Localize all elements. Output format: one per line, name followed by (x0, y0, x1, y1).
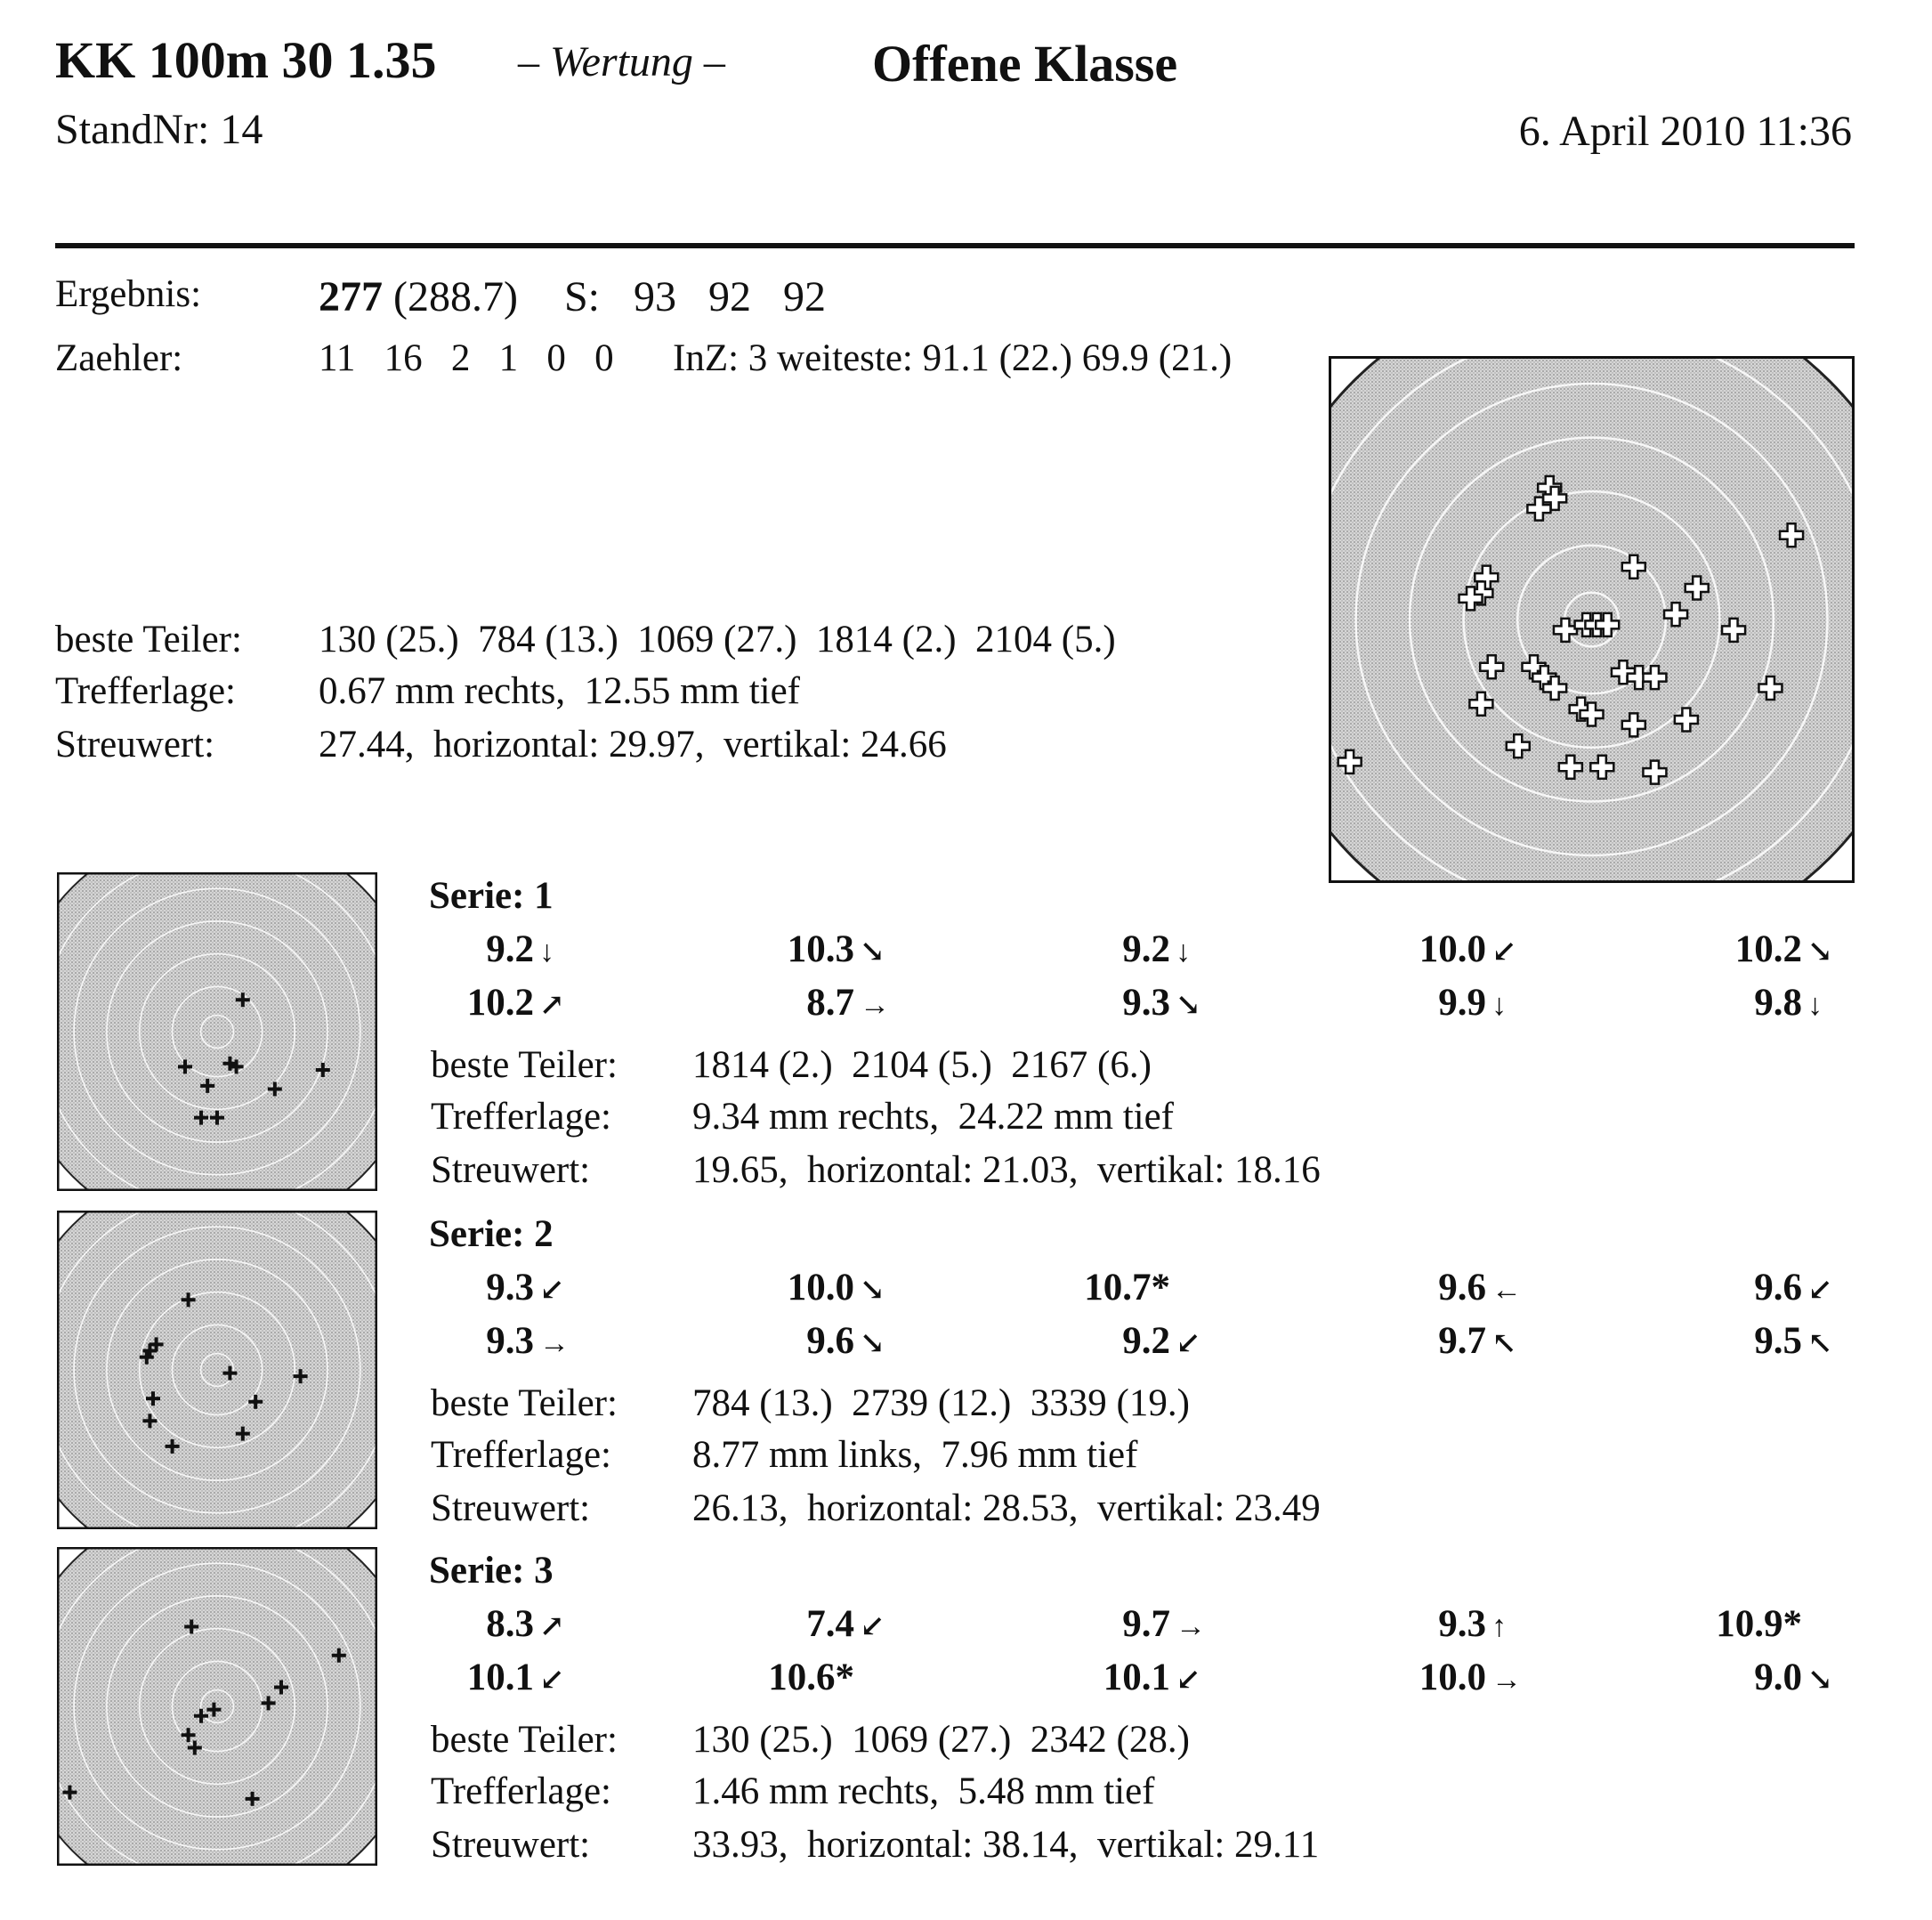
zaehler-label: Zaehler: (55, 337, 183, 379)
shot-score: 9.3 (1438, 1603, 1486, 1645)
shot-value (1308, 1602, 1522, 1646)
shot-value (356, 981, 570, 1025)
shot-score: 10.6* (768, 1657, 854, 1698)
shot-score: 10.3 (787, 928, 854, 970)
series-target (57, 1211, 377, 1529)
shot-score: 9.0 (1754, 1657, 1802, 1698)
shot-score: 10.0 (1419, 1657, 1486, 1698)
teiler-label: beste Teiler: (55, 619, 242, 660)
direction-arrow-icon: → (1491, 1664, 1522, 1697)
shot-value (992, 928, 1206, 971)
direction-arrow-icon: ↓ (1807, 989, 1823, 1022)
series-streu-value: 33.93, horizontal: 38.14, vertikal: 29.11 (692, 1824, 1320, 1866)
shot-value (1624, 981, 1838, 1025)
series-lage-value: 8.77 mm links, 7.96 mm tief (692, 1434, 1138, 1476)
direction-arrow-icon: ↙ (860, 1610, 885, 1643)
shot-score: 9.5 (1754, 1320, 1802, 1362)
series-teiler-value: 784 (13.) 2739 (12.) 3339 (19.) (692, 1382, 1190, 1424)
direction-arrow-icon: → (860, 989, 890, 1022)
wertung-label: – Wertung – (518, 38, 725, 85)
zaehler-counts: 11 16 2 1 0 0 (319, 337, 614, 379)
shot-value (1308, 928, 1522, 971)
ergebnis-row (319, 272, 826, 321)
shot-score: 9.3 (486, 1267, 534, 1308)
direction-arrow-icon: ↘ (860, 936, 885, 968)
direction-arrow-icon: ↙ (1491, 936, 1517, 968)
target-overview (1329, 356, 1855, 883)
direction-arrow-icon: ↙ (1176, 1664, 1201, 1697)
shot-score: 10.0 (1419, 928, 1486, 970)
shot-score: 7.4 (806, 1603, 854, 1645)
series-target (57, 872, 377, 1191)
series-teiler-label: beste Teiler: (431, 1044, 618, 1086)
ergebnis-decimal: (288.7) (393, 273, 518, 320)
shot-value (1624, 1656, 1838, 1699)
series-streu-value: 26.13, horizontal: 28.53, vertikal: 23.49 (692, 1487, 1321, 1529)
shot-score: 9.2 (486, 928, 534, 970)
series-title: Serie: 3 (429, 1550, 554, 1592)
shot-value (356, 928, 570, 971)
shot-value (676, 1656, 890, 1699)
series-streu-label: Streuwert: (431, 1487, 591, 1529)
series-title: Serie: 2 (429, 1213, 554, 1255)
direction-arrow-icon: ↗ (539, 1610, 565, 1643)
shot-value (1308, 981, 1522, 1025)
direction-arrow-icon: ↘ (860, 1274, 885, 1307)
series-teiler-label: beste Teiler: (431, 1382, 618, 1424)
shot-value (992, 981, 1206, 1025)
direction-arrow-icon: ↘ (1176, 989, 1201, 1022)
direction-arrow-icon: ← (1491, 1274, 1522, 1307)
shot-value (676, 1266, 890, 1309)
shot-score: 9.7 (1438, 1320, 1486, 1362)
shot-score: 9.8 (1754, 982, 1802, 1024)
teiler-value: 130 (25.) 784 (13.) 1069 (27.) 1814 (2.) 2104 (5.) (319, 619, 1116, 660)
shot-value (676, 1319, 890, 1363)
shot-score: 10.2 (1734, 928, 1802, 970)
lage-value: 0.67 mm rechts, 12.55 mm tief (319, 670, 801, 712)
shot-score: 10.0 (787, 1267, 854, 1308)
shot-value (356, 1319, 570, 1363)
ergebnis-label: Ergebnis: (55, 273, 202, 315)
direction-arrow-icon: ↓ (1176, 936, 1191, 968)
series-title: Serie: 1 (429, 875, 554, 917)
direction-arrow-icon: ↙ (1176, 1327, 1201, 1360)
shot-value (676, 981, 890, 1025)
shot-score: 9.6 (1754, 1267, 1802, 1308)
shot-score: 9.2 (1122, 928, 1170, 970)
shot-score: 8.3 (486, 1603, 534, 1645)
series-label: S: (563, 273, 600, 320)
direction-arrow-icon: ↗ (539, 989, 565, 1022)
streu-label: Streuwert: (55, 724, 215, 766)
direction-arrow-icon: ↘ (1807, 936, 1833, 968)
series-teiler-value: 1814 (2.) 2104 (5.) 2167 (6.) (692, 1044, 1152, 1086)
shot-value (676, 1602, 890, 1646)
shot-value (1308, 1266, 1522, 1309)
shot-score: 9.6 (1438, 1267, 1486, 1308)
direction-arrow-icon: ↙ (539, 1664, 565, 1697)
shot-score: 9.2 (1122, 1320, 1170, 1362)
shot-value (356, 1656, 570, 1699)
shot-score: 8.7 (806, 982, 854, 1024)
shot-value (1624, 1602, 1838, 1646)
shot-score: 9.6 (806, 1320, 854, 1362)
shot-score: 9.3 (1122, 982, 1170, 1024)
shot-value (992, 1602, 1206, 1646)
lage-label: Trefferlage: (55, 670, 236, 712)
date-time: 6. April 2010 11:36 (1518, 108, 1852, 155)
direction-arrow-icon: ↓ (1491, 989, 1507, 1022)
shot-value (992, 1656, 1206, 1699)
direction-arrow-icon: ↑ (1491, 1610, 1507, 1643)
ergebnis-value: 277 (319, 273, 383, 320)
series-teiler-value: 130 (25.) 1069 (27.) 2342 (28.) (692, 1719, 1190, 1761)
shot-score: 10.1 (466, 1657, 534, 1698)
shot-value (992, 1319, 1206, 1363)
series-teiler-label: beste Teiler: (431, 1719, 618, 1761)
series-streu-value: 19.65, horizontal: 21.03, vertikal: 18.16 (692, 1149, 1321, 1191)
shot-value (1624, 1319, 1838, 1363)
direction-arrow-icon: → (539, 1327, 570, 1360)
shot-value (1308, 1319, 1522, 1363)
direction-arrow-icon: ↘ (1807, 1664, 1833, 1697)
direction-arrow-icon: ↘ (860, 1327, 885, 1360)
series-streu-label: Streuwert: (431, 1824, 591, 1866)
zaehler-inz: InZ: 3 weiteste: 91.1 (22.) 69.9 (21.) (673, 337, 1233, 379)
shot-value (676, 928, 890, 971)
stand-number: StandNr: 14 (55, 106, 263, 153)
shot-value (1624, 1266, 1838, 1309)
shot-value (1308, 1656, 1522, 1699)
shot-score: 9.3 (486, 1320, 534, 1362)
class-title: Offene Klasse (872, 35, 1178, 93)
shot-value (992, 1266, 1206, 1309)
streu-value: 27.44, horizontal: 29.97, vertikal: 24.66 (319, 724, 947, 766)
header-divider (55, 243, 1855, 248)
discipline-title: KK 100m 30 1.35 (55, 31, 437, 89)
direction-arrow-icon: → (1176, 1610, 1206, 1643)
shot-value (356, 1266, 570, 1309)
shot-score: 9.7 (1122, 1603, 1170, 1645)
series-lage-value: 1.46 mm rechts, 5.48 mm tief (692, 1770, 1155, 1812)
direction-arrow-icon: ↖ (1491, 1327, 1517, 1360)
direction-arrow-icon: ↖ (1807, 1327, 1833, 1360)
series-target (57, 1547, 377, 1866)
direction-arrow-icon: ↙ (1807, 1274, 1833, 1307)
shot-score: 10.2 (466, 982, 534, 1024)
shot-value (356, 1602, 570, 1646)
series-streu-label: Streuwert: (431, 1149, 591, 1191)
series-lage-label: Trefferlage: (431, 1434, 611, 1476)
shot-score: 10.7* (1084, 1267, 1170, 1308)
shot-score: 10.9* (1716, 1603, 1802, 1645)
direction-arrow-icon: ↓ (539, 936, 554, 968)
shot-score: 10.1 (1103, 1657, 1170, 1698)
shot-value (1624, 928, 1838, 971)
series-lage-label: Trefferlage: (431, 1770, 611, 1812)
direction-arrow-icon: ↙ (539, 1274, 565, 1307)
series-lage-label: Trefferlage: (431, 1096, 611, 1138)
series-lage-value: 9.34 mm rechts, 24.22 mm tief (692, 1096, 1175, 1138)
shot-score: 9.9 (1438, 982, 1486, 1024)
series-scores: 93 92 92 (634, 273, 826, 320)
